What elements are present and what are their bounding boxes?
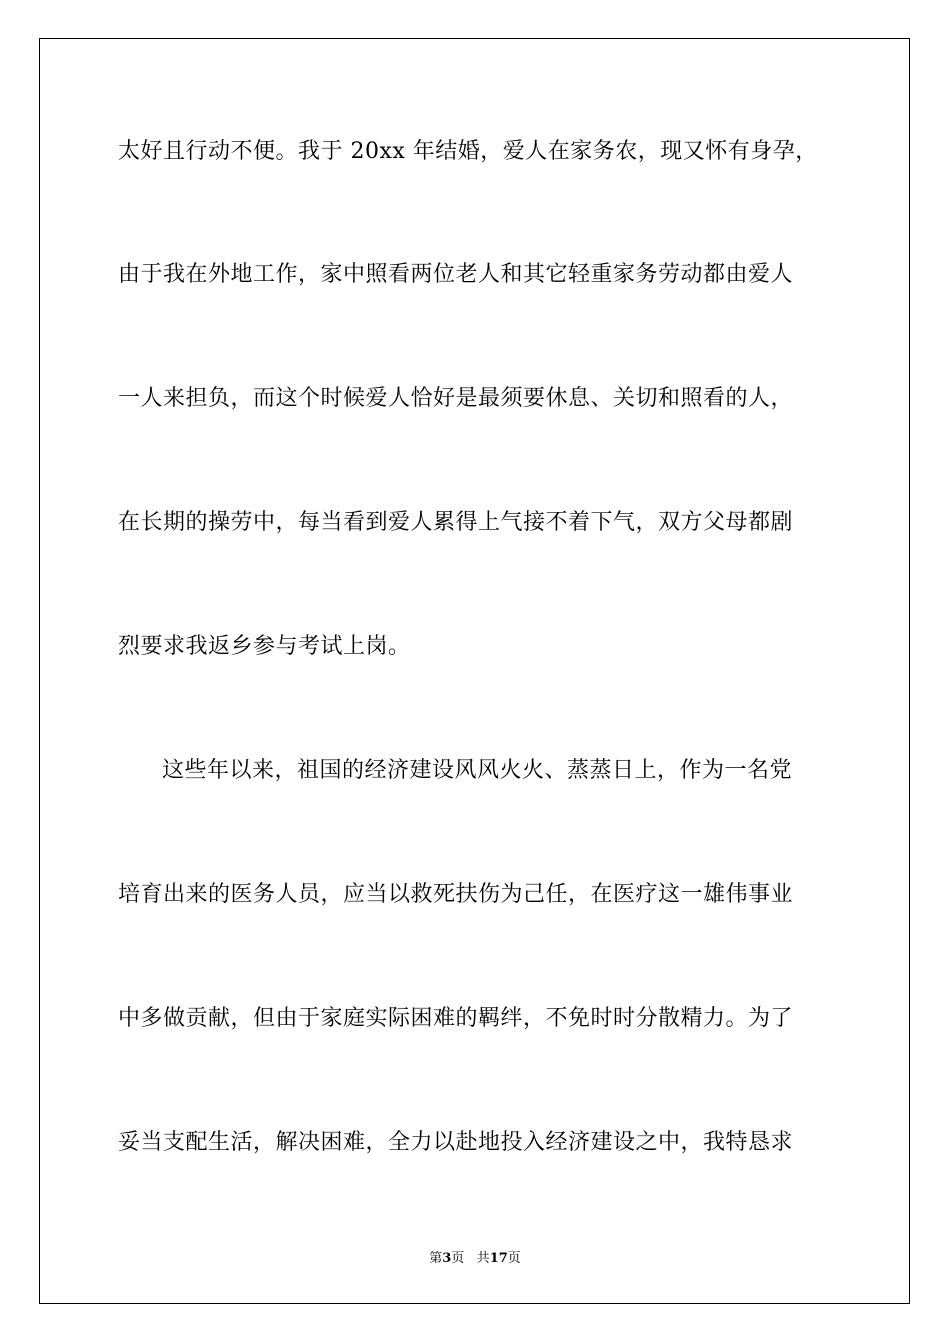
text-line: 培育出来的医务人员，应当以救死扶伤为己任，在医疗这一雄伟事业 xyxy=(118,882,794,907)
text-line: 中多做贡献，但由于家庭实际困难的羁绊，不免时时分散精力。为了 xyxy=(118,1006,794,1031)
page-border xyxy=(39,38,910,1304)
text-line: 太好且行动不便。我于 20xx 年结婚，爱人在家务农，现又怀有身孕， xyxy=(118,139,818,164)
page-prefix: 第 xyxy=(429,1251,443,1266)
page-suffix: 页 xyxy=(451,1251,465,1266)
text-line: 由于我在外地工作，家中照看两位老人和其它轻重家务劳动都由爱人 xyxy=(118,262,794,287)
text-line: 在长期的操劳中，每当看到爱人累得上气接不着下气，双方父母都剧 xyxy=(118,510,794,535)
page-footer xyxy=(0,1247,950,1266)
text-line: 妥当支配生活，解决困难，全力以赴地投入经济建设之中，我特恳求 xyxy=(118,1130,794,1155)
page-number: 3 xyxy=(442,1251,452,1266)
total-suffix: 页 xyxy=(507,1251,521,1266)
paragraph-first-line: 这些年以来，祖国的经济建设风风火火、蒸蒸日上，作为一名党 xyxy=(162,758,793,783)
total-prefix: 共 xyxy=(476,1251,490,1266)
text-line: 一人来担负，而这个时候爱人恰好是最须要休息、关切和照看的人， xyxy=(118,386,794,411)
text-line: 烈要求我返乡参与考试上岗。 xyxy=(118,634,411,659)
total-pages: 17 xyxy=(489,1251,508,1266)
